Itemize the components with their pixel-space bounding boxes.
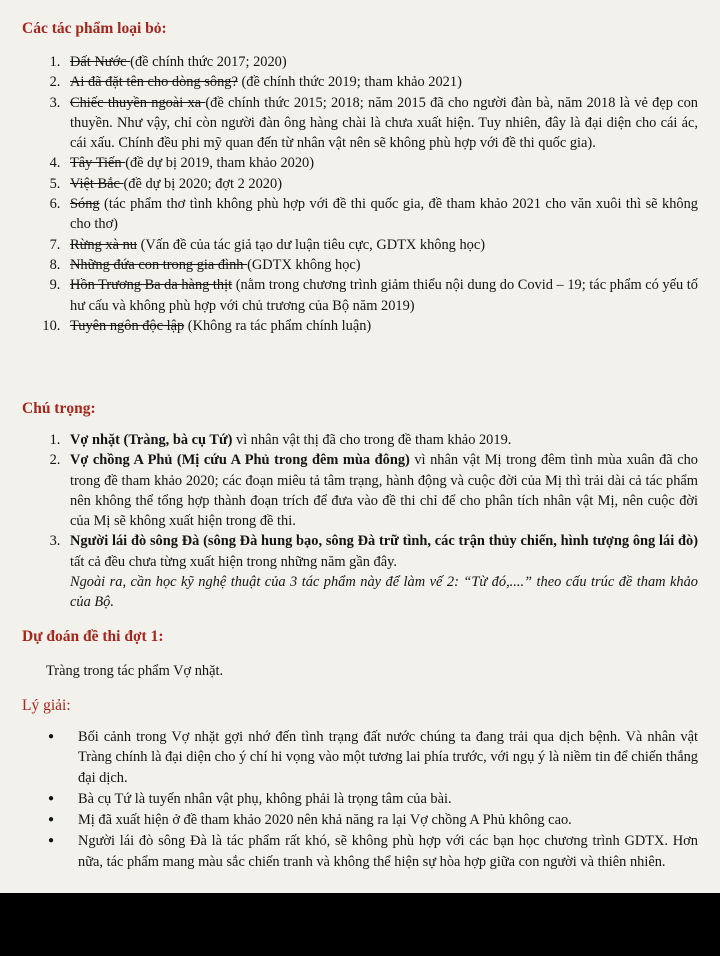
work-note: (đề dự bị 2020; đợt 2 2020) [123, 175, 282, 192]
work-note: (đề dự bị 2019, tham khảo 2020) [125, 155, 315, 172]
focus-list [0, 430, 720, 613]
list-item [64, 450, 698, 531]
work-note: (đề chính thức 2017; 2020) [130, 54, 287, 70]
work-title: Tuyên ngôn độc lập [70, 317, 185, 334]
work-title: Tây Tiến [70, 155, 126, 172]
work-title: Vợ chồng A Phủ (Mị cứu A Phủ trong đêm mùa đông) [70, 452, 410, 469]
work-title: Hồn Trương Ba da hàng thịt [70, 277, 233, 294]
work-title: Ai đã đặt tên cho dòng sông? [70, 74, 238, 91]
work-note: vì nhân vật thị đã cho trong đề tham khảo 2019. [232, 432, 512, 448]
work-note: vì nhân vật Mị trong đêm tình mùa xuân đã cho trong đề tham khảo 2020; các đoạn miêu tả tâm trạng, hành động và cuộc đời của Mị thì trải dài cả tác phẩm nên không thể tổng hợp thành đoạn trích để đưa vào đề thi chỉ để cho phân tích nhân vật Mị, nên cuộc đời của Mị sẽ không xuất hiện trong đề thi. [70, 452, 698, 530]
list-item [64, 316, 698, 336]
removed-list [0, 52, 720, 336]
list-item [64, 72, 698, 92]
work-note: tất cả đều chưa từng xuất hiện trong những năm gần đây. [70, 553, 397, 570]
work-note: (Không ra tác phẩm chính luận) [184, 317, 372, 334]
list-item: ● Người lái đò sông Đà là tác phẩm rất khó, sẽ không phù hợp với các bạn học chương trình GDTX. Hơn nữa, tác phẩm mang màu sắc chiến tranh và không thể hiện sự hòa hợp giữa con người và thiên nhiên. [78, 831, 698, 872]
list-item [64, 194, 698, 235]
work-title: Đất Nước [70, 54, 131, 70]
heading-forecast: Dự đoán đề thi đợt 1: [22, 628, 164, 645]
work-title: Chiếc thuyền ngoài xa [70, 94, 206, 111]
heading-focus: Chú trọng: [22, 400, 96, 417]
work-note: (tác phẩm thơ tình không phù hợp với đề thi quốc gia, đề tham khảo 2021 cho văn xuôi thì sẽ không cho thơ) [70, 196, 698, 233]
list-item: ● Mị đã xuất hiện ở đề tham khảo 2020 nên khả năng ra lại Vợ chồng A Phủ không cao. [78, 810, 698, 830]
list-item: ● Bối cảnh trong Vợ nhặt gợi nhớ đến tình trạng đất nước chúng ta đang trải qua dịch bệnh. Và nhân vật Tràng chính là đại diện cho ý chí hi vọng vào một tương lai phía trước, với ngụ ý là niềm tin để chiến thắng đại dịch. [78, 727, 698, 788]
list-item: ● Bà cụ Tứ là tuyến nhân vật phụ, không phải là trọng tâm của bài. [78, 789, 698, 809]
forecast-text: Tràng trong tác phẩm Vợ nhặt. [46, 663, 224, 679]
work-title: Những đứa con trong gia đình [70, 256, 248, 273]
work-note: (GDTX không học) [247, 256, 361, 273]
list-item [64, 174, 698, 194]
black-bottom-bar [0, 893, 720, 956]
reason-list [0, 727, 720, 873]
work-note: (nằm trong chương trình giảm thiểu nội dung do Covid – 19; tác phẩm có yếu tố hư cấu và không phù hợp với chủ trương của Bộ năm 2019) [70, 277, 699, 314]
list-item [64, 255, 698, 275]
work-title: Rừng xà nu [70, 236, 137, 253]
list-item [64, 430, 698, 450]
work-note: (Vấn đề của tác giả tạo dư luận tiêu cực, GDTX không học) [136, 236, 486, 253]
list-item [64, 52, 698, 72]
list-item [64, 275, 698, 316]
work-title: Sóng [70, 196, 100, 213]
heading-removed: Các tác phẩm loại bỏ: [22, 20, 167, 37]
work-title: Việt Bắc [70, 175, 124, 192]
heading-reason: Lý giải: [22, 697, 71, 714]
work-title: Người lái đò sông Đà (sông Đà hung bạo, sông Đà trữ tình, các trận thủy chiến, hình tượng ông lái đò) [70, 533, 698, 550]
additional-note: Ngoài ra, cần học kỹ nghệ thuật của 3 tác phẩm này để làm vế 2: “Từ đó,....” theo cấu trúc đề tham khảo của Bộ. [70, 574, 698, 611]
list-item [64, 235, 698, 255]
list-item [64, 93, 698, 154]
list-item [64, 531, 698, 612]
work-title: Vợ nhặt (Tràng, bà cụ Tứ) [70, 432, 233, 448]
list-item [64, 153, 698, 173]
work-note: (đề chính thức 2015; 2018; năm 2015 đã cho người đàn bà, năm 2018 là vẻ đẹp con thuyền. Như vậy, chỉ còn người đàn ông hàng chài là chưa xuất hiện. Tuy nhiên, đây là đại diện cho cái ác, cái xấu. Chính đều phi mỹ quan đến từ nhân vật nên sẽ không phù hợp với đề thi quốc gia). [70, 94, 698, 152]
work-note: (đề chính thức 2019; tham khảo 2021) [237, 74, 462, 91]
